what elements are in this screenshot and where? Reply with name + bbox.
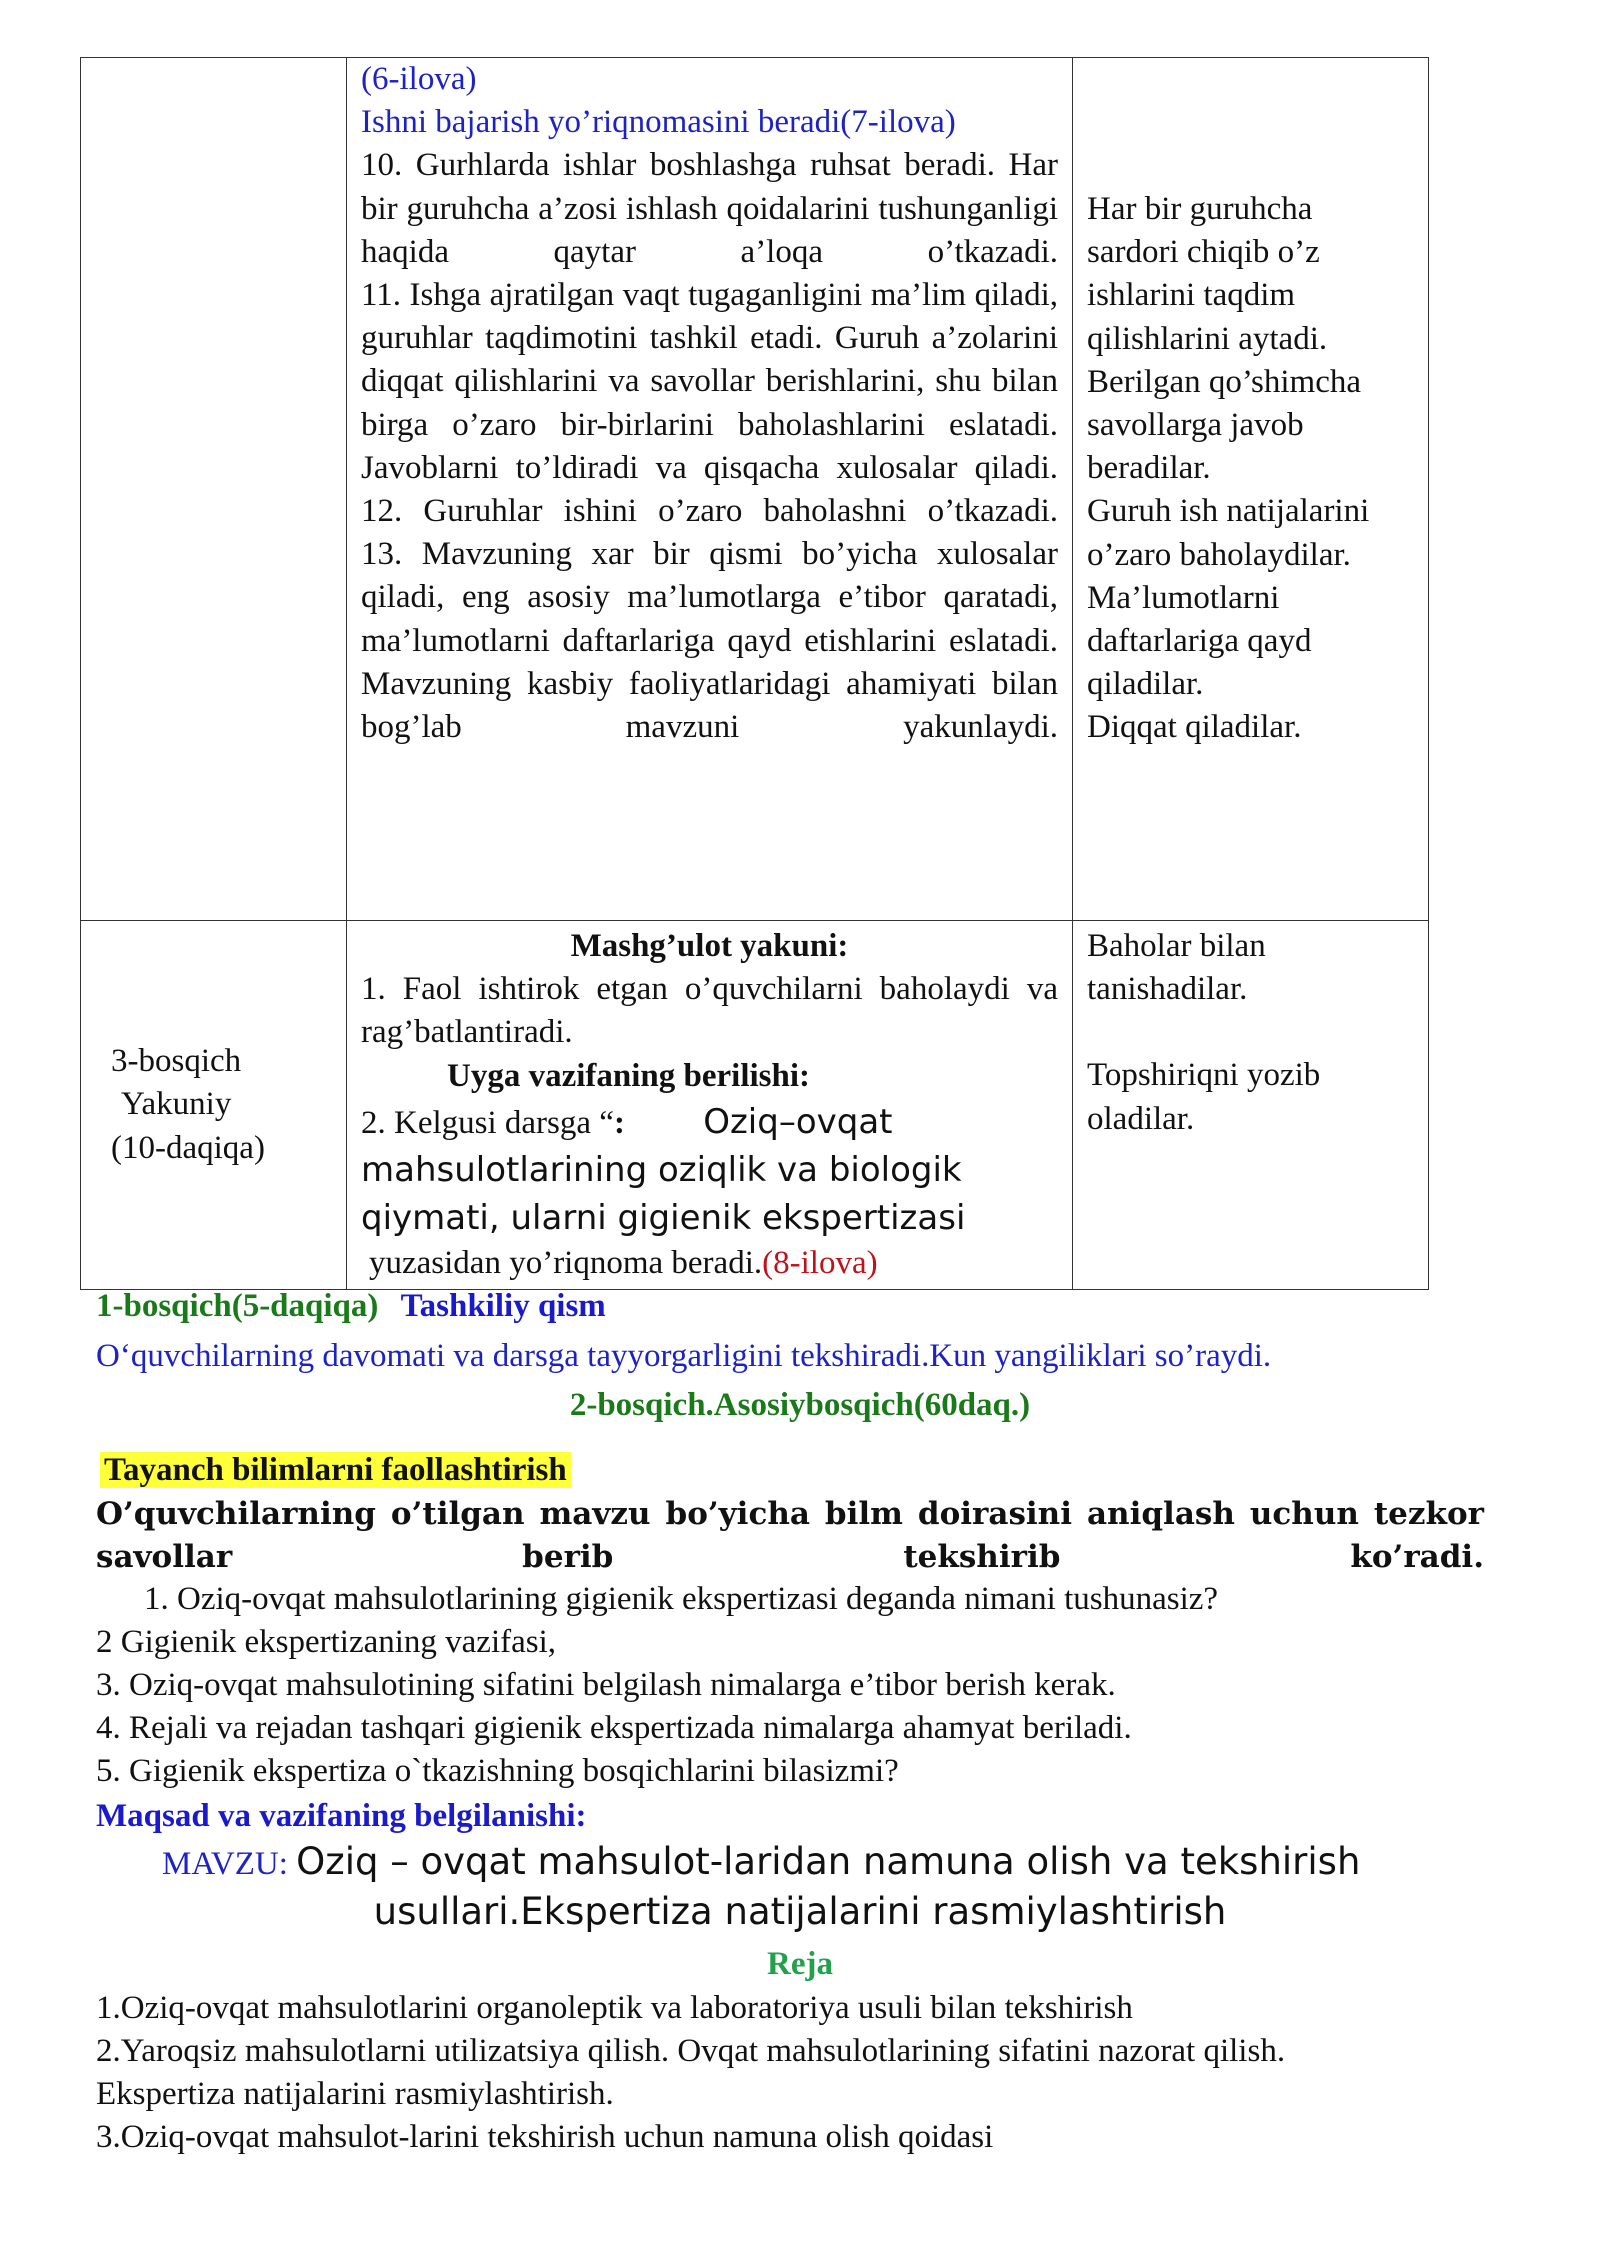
student-line: Topshiriqni yozib: [1087, 1057, 1321, 1094]
stage-number: 3-bosqich: [111, 1043, 242, 1080]
plan-title: Reja: [767, 1946, 833, 1982]
student-activity-cell: [1073, 921, 1429, 1290]
student-line: Diqqat qiladilar.: [1087, 709, 1302, 746]
student-line: Guruh ish natijalarini: [1087, 493, 1370, 530]
stage-cell-empty: [81, 58, 347, 921]
student-line: savollarga javob: [1087, 407, 1304, 444]
student-line: qilishlarini aytadi.: [1087, 320, 1328, 357]
stage-3-cell: [81, 921, 347, 1290]
student-line: oladilar.: [1087, 1100, 1195, 1137]
step-1: 1. Faol ishtirok etgan o’quvchilarni baholaydi va rag’batlantiradi.: [361, 971, 1058, 1051]
ilova-6-reference: (6-ilova): [361, 61, 477, 97]
student-line: tanishadilar.: [1087, 971, 1248, 1008]
student-line: o’zaro baholaydilar.: [1087, 536, 1351, 573]
stage-duration: (10-daqiqa): [111, 1129, 265, 1166]
ilova-8-reference: (8-ilova): [762, 1244, 878, 1281]
homework-text: 2. Kelgusi darsga “: Oziq–ovqat mahsulotlarining oziqlik va biologik qiymati, ularni gigienik ekspertizasi: [361, 1101, 966, 1238]
mavzu-text: Oziq – ovqat mahsulot-laridan namuna olish va tekshirish: [296, 1840, 1361, 1883]
question-item: 1. Oziq-ovqat mahsulotlarining gigienik ekspertizasi deganda nimani tushunasiz?: [144, 1581, 1219, 1617]
question-item: 2 Gigienik ekspertizaning vazifasi,: [96, 1624, 557, 1660]
student-line: Ma’lumotlarni: [1087, 579, 1280, 616]
student-line: qiladilar.: [1087, 666, 1204, 703]
activation-title: Tayanch bilimlarni faollashtirish: [100, 1449, 1500, 1492]
student-line: daftarlariga qayd: [1087, 623, 1312, 660]
teacher-activity-cell: [347, 921, 1073, 1290]
table-row: [81, 58, 1429, 921]
student-line: ishlarini taqdim: [1087, 277, 1296, 314]
student-line: Berilgan qo’shimcha: [1087, 363, 1362, 400]
stage-2-heading: 2-bosqich.Asosiybosqich(60daq.): [569, 1387, 1031, 1423]
stage-1-text: O‘quvchilarning davomati va darsga tayyorgarligini tekshiradi.Kun yangiliklari so’raydi.: [96, 1338, 1272, 1374]
step-11: 11. Ishga ajratilgan vaqt tugaganligini ma’lim qiladi, guruhlar taqdimotini tashkil etadi. Guruh a’zolarini diqqat qilishlarini va savollar berishlarini, shu bilan birga o’zaro bir-birlarini baholashlarini eslatadi. Javoblarni to’ldiradi va qisqacha xulosalar qiladi.: [361, 277, 1058, 486]
mavzu-line-2: usullari.Ekspertiza natijalarini rasmiylashtirish: [373, 1890, 1227, 1933]
question-item: 3. Oziq-ovqat mahsulotining sifatini belgilash nimalarga e’tibor berish kerak.: [96, 1667, 1116, 1703]
student-activity-cell: [1073, 58, 1429, 921]
step-10: 10. Gurhlarda ishlar boshlashga ruhsat beradi. Har bir guruhcha a’zosi ishlash qoidalarini tushunganligi haqida qaytar a’loqa o’tkazadi.: [361, 147, 1058, 270]
student-line: beradilar.: [1087, 450, 1211, 487]
plan-item: 3.Oziq-ovqat mahsulot-larini tekshirish uchun namuna olish qoidasi: [96, 2119, 994, 2155]
conclusion-heading: Mashg’ulot yakuni:: [570, 928, 849, 964]
student-line: [1087, 1011, 1414, 1054]
homework-topic: Oziq–ovqat mahsulotlarining oziqlik va biologik qiymati, ularni gigienik ekspertizasi: [361, 1101, 966, 1238]
stage-1-heading: [96, 1285, 1496, 1328]
plan-item: Ekspertiza natijalarini rasmiylashtirish.: [96, 2076, 614, 2112]
student-line: sardori chiqib o’z: [1087, 234, 1320, 271]
table-row: [81, 921, 1429, 1290]
teacher-activity-cell: [347, 58, 1073, 921]
student-line: Baholar bilan: [1087, 928, 1266, 964]
student-line: Har bir guruhcha: [1087, 191, 1313, 227]
stage-1-label: 1-bosqich(5-daqiqa): [96, 1288, 379, 1324]
stage-title: Yakuniy: [121, 1086, 232, 1123]
question-item: 4. Rejali va rejadan tashqari gigienik ekspertizada nimalarga ahamyat beriladi.: [96, 1710, 1132, 1746]
question-item: 5. Gigienik ekspertiza o`tkazishning bosqichlarini bilasizmi?: [96, 1753, 899, 1789]
goal-title: Maqsad va vazifaning belgilanishi:: [96, 1798, 587, 1834]
activation-intro: O’quvchilarning o’tilgan mavzu bo’yicha bilm doirasini aniqlash uchun tezkor savollar berib tekshirib ko’radi.: [96, 1496, 1484, 1575]
plan-item: 1.Oziq-ovqat mahsulotlarini organoleptik va laboratoriya usuli bilan tekshirish: [96, 1990, 1133, 2026]
mavzu-line-1: [162, 1840, 1492, 1886]
homework-heading: Uyga vazifaning berilishi:: [447, 1057, 811, 1094]
step-12: 12. Guruhlar ishini o’zaro baholashni o’tkazadi.: [361, 493, 1058, 530]
instruction-line: Ishni bajarish yo’riqnomasini beradi(7-ilova): [361, 104, 956, 141]
final-step: Mavzuning kasbiy faoliyatlaridagi ahamiyati bilan bog’lab mavzuni yakunlaydi.: [361, 665, 1058, 746]
stage-1-title: Tashkiliy qism: [400, 1288, 606, 1324]
plan-item: 2.Yaroqsiz mahsulotlarni utilizatsiya qilish. Ovqat mahsulotlarining sifatini nazorat qilish.: [96, 2033, 1286, 2069]
step-13: 13. Mavzuning xar bir qismi bo’yicha xulosalar qiladi, eng asosiy ma’lumotlarga e’tibor qaratadi, ma’lumotlarni daftarlariga qayd etishlarini eslatadi.: [361, 536, 1058, 659]
mavzu-label: MAVZU:: [162, 1846, 288, 1882]
lesson-plan-table: [80, 57, 1429, 1290]
homework-end: yuzasidan yo’riqnoma beradi.(8-ilova): [369, 1244, 878, 1281]
